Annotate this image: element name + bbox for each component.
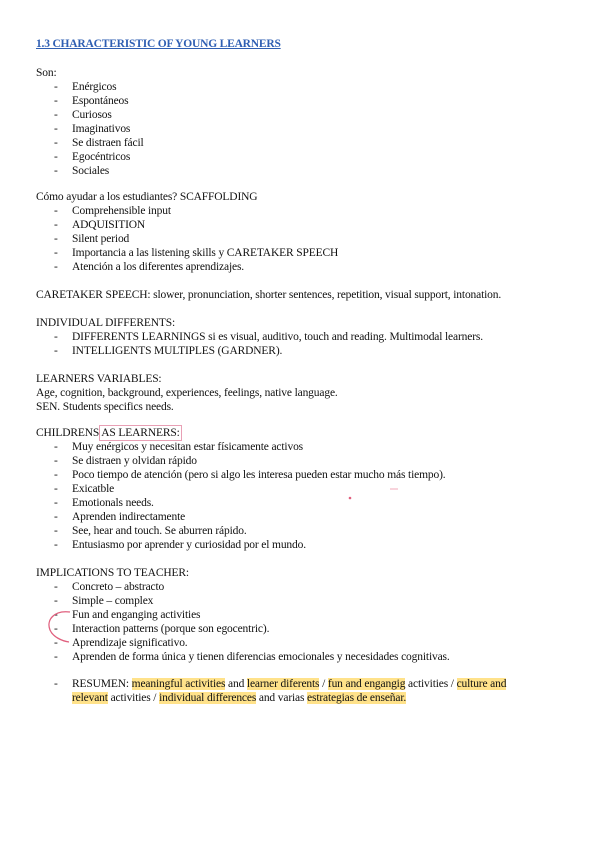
- children-heading: CHILDRENS AS LEARNERS:: [36, 427, 180, 439]
- highlight: meaningful activities: [131, 678, 226, 690]
- highlight: culture and: [456, 678, 507, 690]
- highlight: relevant: [72, 692, 108, 704]
- resumen-line-2: relevant activities / individual differences and varias estrategias de enseñar.: [72, 692, 407, 704]
- variables-heading: LEARNERS VARIABLES:: [36, 373, 162, 385]
- variables-line: Age, cognition, background, experiences, feelings, native language.: [36, 387, 338, 399]
- list-item: - ADQUISITION: [54, 219, 146, 231]
- list-item: - Muy enérgicos y necesitan estar físicamente activos: [54, 441, 303, 453]
- list-item: - Curiosos: [54, 109, 112, 121]
- highlight: individual differences: [159, 692, 257, 704]
- list-item: - Aprenden indirectamente: [54, 511, 186, 523]
- boxed-annotation: AS LEARNERS:: [101, 427, 180, 439]
- son-heading: Son:: [36, 67, 57, 79]
- resumen-line-1: - RESUMEN: meaningful activities and learner diferents / fun and engangig activities / culture and: [54, 678, 507, 690]
- list-item: - Exicatble: [54, 483, 115, 495]
- list-item: - Poco tiempo de atención (pero si algo les interesa pueden estar mucho más tiempo).: [54, 469, 446, 481]
- list-item: - Se distraen fácil: [54, 137, 144, 149]
- list-item: - Aprendizaje significativo.: [54, 637, 188, 649]
- list-item: - Interaction patterns (porque son egocentric).: [54, 623, 270, 635]
- highlight: estrategias de enseñar.: [307, 692, 407, 704]
- list-item: - Atención a los diferentes aprendizajes.: [54, 261, 245, 273]
- list-item: - Emotionals needs.: [54, 497, 154, 509]
- implications-heading: IMPLICATIONS TO TEACHER:: [36, 567, 189, 579]
- list-item: - INTELLIGENTS MULTIPLES (GARDNER).: [54, 345, 283, 357]
- individual-heading: INDIVIDUAL DIFFERENTS:: [36, 317, 176, 329]
- caretaker-speech-line: CARETAKER SPEECH: slower, pronunciation, shorter sentences, repetition, visual support, intonation.: [36, 289, 502, 301]
- list-item: - Aprenden de forma única y tienen diferencias emocionales y necesidades cognitivas.: [54, 651, 450, 663]
- list-item: - Concreto – abstracto: [54, 581, 165, 593]
- section-title: 1.3 CHARACTERISTIC OF YOUNG LEARNERS: [36, 38, 281, 50]
- list-item: - Entusiasmo por aprender y curiosidad por el mundo.: [54, 539, 306, 551]
- list-item: - See, hear and touch. Se aburren rápido.: [54, 525, 247, 537]
- list-item: - Espontáneos: [54, 95, 129, 107]
- list-item: - Egocéntricos: [54, 151, 131, 163]
- list-item: - Silent period: [54, 233, 130, 245]
- scaffolding-heading: Cómo ayudar a los estudiantes? SCAFFOLDING: [36, 191, 258, 203]
- variables-line: SEN. Students specifics needs.: [36, 401, 174, 413]
- list-item: - Simple – complex: [54, 595, 154, 607]
- list-item: - Enérgicos: [54, 81, 117, 93]
- list-item: - Se distraen y olvidan rápido: [54, 455, 197, 467]
- list-item: - Comprehensible input: [54, 205, 171, 217]
- pen-dash-mark: [388, 486, 400, 492]
- pen-dot-mark: [346, 494, 354, 502]
- list-item: - Importancia a las listening skills y CARETAKER SPEECH: [54, 247, 339, 259]
- pen-bracket-mark: [44, 606, 74, 648]
- highlight: fun and engangig: [327, 678, 406, 690]
- list-item: - Fun and enganging activities: [54, 609, 201, 621]
- list-item: - DIFFERENTS LEARNINGS si es visual, auditivo, touch and reading. Multimodal learners.: [54, 331, 483, 343]
- list-item: - Sociales: [54, 165, 110, 177]
- highlight: learner diferents: [246, 678, 320, 690]
- list-item: - Imaginativos: [54, 123, 131, 135]
